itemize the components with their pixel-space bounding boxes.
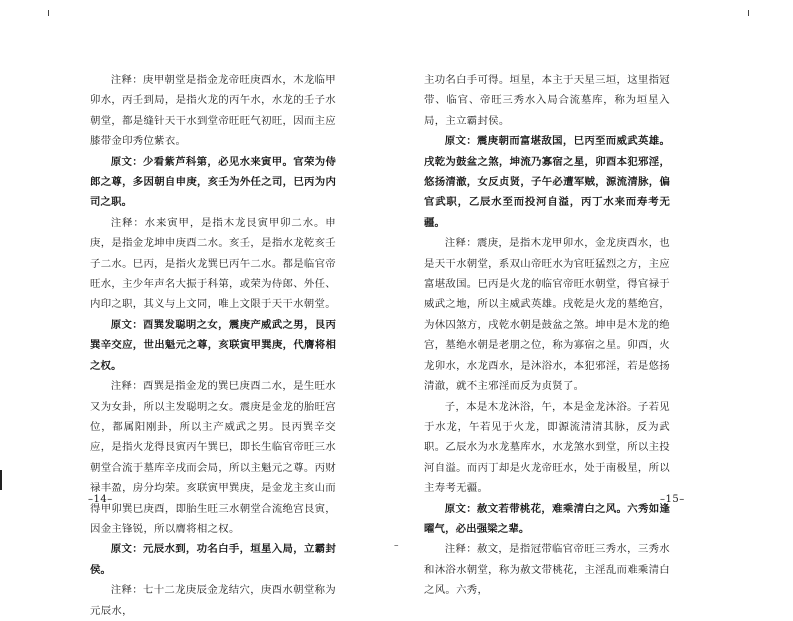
page-number: –15– — [660, 494, 685, 505]
page-number: –14– — [88, 494, 113, 505]
left-text-column — [90, 70, 336, 621]
right-text-column — [424, 70, 670, 601]
source-paragraph: 原文：赦文若带桃花，难乘清白之风。六秀如逢曜气，必出强梁之辈。 — [424, 502, 670, 535]
annotation-paragraph: 注释：水来寅甲，是指木龙艮寅甲卯二水。申庚，是指金龙坤申庚酉二水。亥壬，是指水龙乾亥壬子二水。巳丙，是指火龙巽巳丙午二水。都是临官帝旺水，主少年声名大振于科第，或荣为侍郎、外任、内印之职，其义与上文同，唯上文限于天干水朝堂。 — [90, 216, 336, 311]
source-paragraph: 原文：元辰水到，功名白手，垣星入局，立霸封侯。 — [90, 543, 336, 576]
annotation-paragraph: 注释：赦文，是指冠带临官帝旺三秀水，三秀水和沐浴水朝堂，称为赦文带桃花，主淫乱而难乘清白之风。六秀， — [424, 543, 670, 597]
annotation-paragraph: 子，本是木龙沐浴，午，本是金龙沐浴。子若见于水龙，午若见于火龙，即源流清清其脉，反为武职。乙辰水为水龙墓库水，水龙煞水到堂，所以主投河自溢。而丙丁却是火龙帝旺水，处于南极星，所以主寿考无疆。 — [424, 400, 670, 495]
source-paragraph: 原文：酉巽发聪明之女，震庚产威武之男，艮丙巽辛交应，世出魁元之尊，亥联寅甲巽庚，代膺将相之权。 — [90, 318, 336, 372]
annotation-paragraph: 注释：七十二龙庚辰金龙结穴，庚酉水朝堂称为元辰水， — [90, 584, 336, 617]
annotation-paragraph: 注释：震庚，是指木龙甲卯水，金龙庚酉水，也是天干水朝堂，系双山帝旺水为官旺猛烈之方，主应富堪敌国。巳丙是火龙的临官帝旺水朝堂，得官禄于威武之地，所以主威武英雄。戌乾是火龙的墓绝宫，为休囚煞方，戌乾水朝是鼓盆之煞。坤申是木龙的绝宫，墓绝水朝是老朋之位，称为寡宿之星。卯酉，火龙卯水，水龙酉水，是沐浴水，本犯邪淫，若是悠扬清澈，就不主邪淫而反为贞贤了。 — [424, 237, 670, 393]
annotation-continuation: 主功名白手可得。垣星，本主于天星三垣，这里指冠带、临官、帝旺三秀水入局合流墓库，称为垣星入局，主立霸封侯。 — [424, 74, 670, 127]
right-page — [397, 0, 793, 597]
crop-mark — [748, 10, 749, 16]
left-page — [0, 0, 396, 617]
source-paragraph: 原文：震庚朝而富堪敌国，巳丙至而威武英雄。戌乾为鼓盆之煞，坤流乃寡宿之星，卯酉本犯邪淫，悠扬清澈，女反贞贤，子午必遭军贼，源流清脉，偏官武职，乙辰水至而投河自溢，丙丁水来而寿考无疆。 — [424, 135, 670, 229]
source-paragraph: 原文：少看紫芦科第，必见水来寅甲。官荣为侍郎之尊，多因朝自申庚，亥壬为外任之司，巳丙为内司之职。 — [90, 155, 336, 209]
annotation-paragraph: 注释：庚甲朝堂是指金龙帝旺庚酉水，木龙临甲卯水，丙壬到局，是指火龙的丙午水，水龙的壬子水朝堂，都是缝针天干水到堂帝旺旺气初旺，因而主应膝带金印秀位紫衣。 — [90, 74, 336, 148]
gutter-mark: – — [394, 541, 399, 551]
crop-mark — [48, 10, 49, 16]
binding-mark — [0, 470, 2, 490]
annotation-paragraph: 注释：酉巽是指金龙的巽巳庚酉二水，是生旺水又为女卦，所以主发聪明之女。震庚是金龙的胎旺宫位，都属阳刚卦，所以主产威武之男。艮丙巽辛交应，是指火龙得艮寅丙午巽巳，即长生临官帝旺三水朝堂合流于墓库辛戌而会局，所以主魁元之尊。丙财禄丰盈，房分均荣。亥联寅甲巽庚，是金龙主亥山而得甲卯巽巳庚酉，即胎生旺三水朝堂合流绝宫艮寅，因金主锋锐，所以膺将相之权。 — [90, 380, 336, 535]
